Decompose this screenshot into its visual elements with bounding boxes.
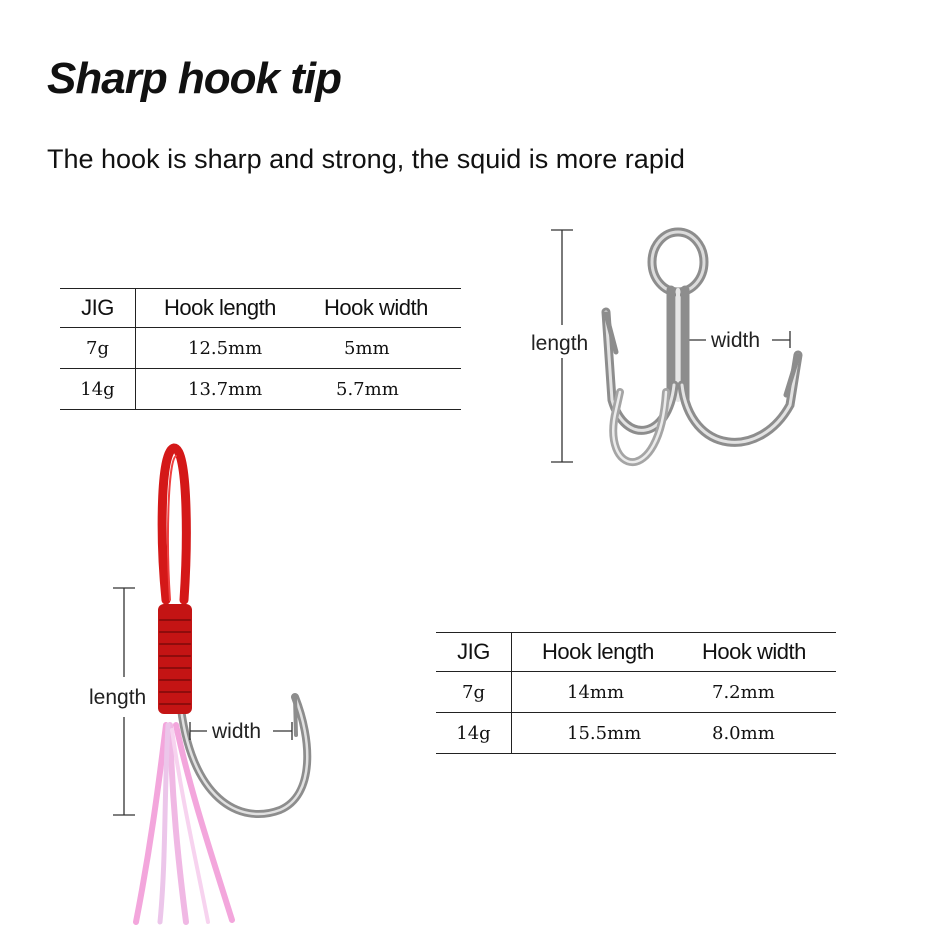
treble-hook-image (531, 220, 820, 490)
page-title: Sharp hook tip (47, 54, 341, 103)
cell-jig: 7g (436, 672, 512, 713)
table-row (436, 713, 836, 754)
single-hook-icon (180, 697, 307, 814)
column-header-hook-width: Hook width (692, 633, 836, 672)
table-header-row (60, 289, 461, 328)
cell-hook-length: 12.5mm (136, 328, 315, 369)
cell-hook-width: 5.7mm (314, 369, 461, 410)
cell-jig: 14g (60, 369, 136, 410)
table-row (436, 672, 836, 713)
assist-cord-icon (158, 448, 192, 714)
cell-hook-width: 7.2mm (692, 672, 836, 713)
table-row (60, 328, 461, 369)
column-header-hook-width: Hook width (314, 289, 461, 328)
cell-jig: 7g (60, 328, 136, 369)
cell-hook-length: 13.7mm (136, 369, 315, 410)
cell-hook-length: 15.5mm (512, 713, 693, 754)
assist-hook-image (80, 440, 340, 925)
cell-jig: 14g (436, 713, 512, 754)
treble-length-label: length (531, 332, 589, 355)
column-header-jig: JIG (60, 289, 136, 328)
column-header-hook-length: Hook length (512, 633, 693, 672)
spec-table-assist-hook (436, 632, 836, 754)
treble-hook-icon (606, 232, 798, 462)
table-header-row (436, 633, 836, 672)
cell-hook-width: 5mm (314, 328, 461, 369)
column-header-jig: JIG (436, 633, 512, 672)
column-header-hook-length: Hook length (136, 289, 315, 328)
assist-length-label: length (89, 686, 147, 709)
page-subtitle: The hook is sharp and strong, the squid is more rapid (47, 144, 685, 174)
cell-hook-width: 8.0mm (692, 713, 836, 754)
table-row (60, 369, 461, 410)
assist-width-label: width (212, 720, 262, 743)
treble-width-label: width (711, 329, 761, 352)
skirt-icon (136, 725, 232, 922)
spec-table-treble-hook (60, 288, 461, 410)
cell-hook-length: 14mm (512, 672, 693, 713)
